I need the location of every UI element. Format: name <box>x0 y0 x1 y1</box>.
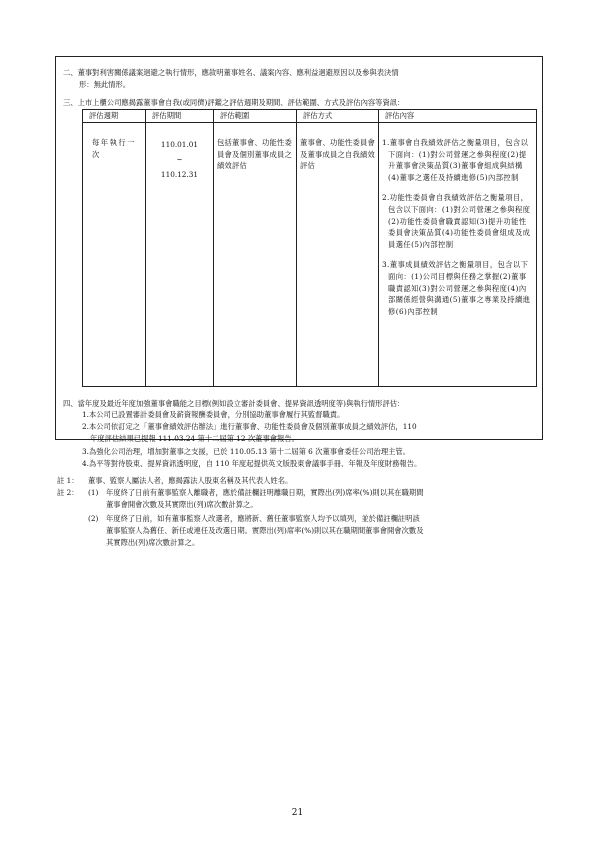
section-2-line-1: 二、董事對利害關係議案迴避之執行情形，應敘明董事姓名、議案內容、應利益迴避原因以及參與表決情 <box>63 68 399 77</box>
page-number: 21 <box>291 808 304 818</box>
cell-period <box>146 123 214 387</box>
content-item-3: 3.董事成員績效評估之衡量項目，包含以下面向：(1)公司目標與任務之掌握(2)董事職責認知(3)對公司營運之參與程度(4)內部關係經營與溝通(5)董事之專業及持續進修(6)內部控制 <box>382 260 531 316</box>
note-2-2-line-3: 其實際出(列)席次數計算之。 <box>106 538 200 547</box>
section-4-item-3: 3.為強化公司治理，增加對董事之支援，已於 110.05.13 第十二屆第 6 次董事會委任公司治理主管。 <box>82 447 411 456</box>
header-method: 評估方式 <box>297 110 379 123</box>
note-1-text: 董事、監察人屬法人者，應揭露法人股東名稱及其代表人姓名。 <box>88 476 293 485</box>
content-item-1: 1.董事會自我績效評估之衡量項目，包含以下面向：(1)對公司營運之參與程度(2)提升董事會決策品質(3)董事會組成與結構(4)董事之選任及持續進修(5)內部控制 <box>382 138 529 182</box>
note-2-label: 註 2： <box>57 488 79 497</box>
period-start: 110.01.01 <box>160 140 199 149</box>
content-item-2: 2.功能性委員會自我績效評估之衡量項目，包含以下面向：(1)對公司營運之參與程度(2)功能性委員會職責認知(3)提升功能性委員會決策品質(4)功能性委員會組成及成員選任(5)內部控制 <box>382 193 531 249</box>
period-end: 110.12.31 <box>160 170 199 179</box>
note-2-1-number: (1) <box>88 488 99 497</box>
note-1-label: 註 1： <box>57 476 79 485</box>
evaluation-table-header-row <box>83 110 537 123</box>
section-4-heading: 四、當年度及最近年度加強董事會職能之目標(例如設立審計委員會、提昇資訊透明度等)與執行情形評估： <box>63 399 405 408</box>
evaluation-table-row <box>83 123 537 387</box>
header-cycle: 評估週期 <box>83 110 146 123</box>
note-2-2-line-2: 董事監察人為舊任、新任或連任及改選日期。實際出(列)席率(%)則以其在職期間董事會開會次數及 <box>106 526 424 535</box>
section-4-item-1: 1.本公司已設置審計委員會及薪資報酬委員會，分別協助董事會履行其監督職責。 <box>82 410 345 419</box>
evaluation-table <box>82 109 537 387</box>
header-content: 評估內容 <box>379 110 537 123</box>
cell-content <box>379 123 537 387</box>
section-4-item-4: 4.為平等對待股東、提昇資訊透明度，自 110 年度起提供英文版股東會議事手冊、年報及年度財務報告。 <box>82 459 422 468</box>
header-scope: 評估範圍 <box>214 110 297 123</box>
cell-method: 董事會、功能性委員會及董事成員之自我績效評估 <box>297 123 379 387</box>
note-2-2-number: (2) <box>88 514 99 523</box>
cell-cycle: 每年執行一次 <box>83 123 146 387</box>
note-2-1-line-1: 年度終了日前有董事監察人離職者，應於備註欄註明離職日期，實際出(列)席率(%)則以其在職期間 <box>106 488 424 497</box>
note-2-2-line-1: 年度終了日前，如有董事監察人改選者，應將新、舊任董事監察人均予以填列，並於備註欄註明該 <box>106 514 420 523</box>
section-3-heading: 三、上市上櫃公司應揭露董事會自我(或同儕)評鑑之評估週期及期間、評估範圍、方式及評估內容等資訊： <box>63 98 405 107</box>
cell-scope: 包括董事會、功能性委員會及個別董事成員之績效評估 <box>214 123 297 387</box>
section-4-item-2: 2.本公司依訂定之「董事會績效評估辦法」進行董事會、功能性委員會及個別董事成員之績效評估，110 <box>82 422 417 431</box>
note-2-1-line-2: 董事會開會次數及其實際出(列)席次數計算之。 <box>106 500 258 509</box>
header-period: 評估期間 <box>146 110 214 123</box>
section-4-item-2-cont: 年度評估結果已提報 111.03.24 第十二屆第 12 次董事會報告。 <box>90 434 299 443</box>
section-2-line-2: 形：無此情形。 <box>79 80 131 89</box>
period-separator: ~ <box>176 155 183 164</box>
